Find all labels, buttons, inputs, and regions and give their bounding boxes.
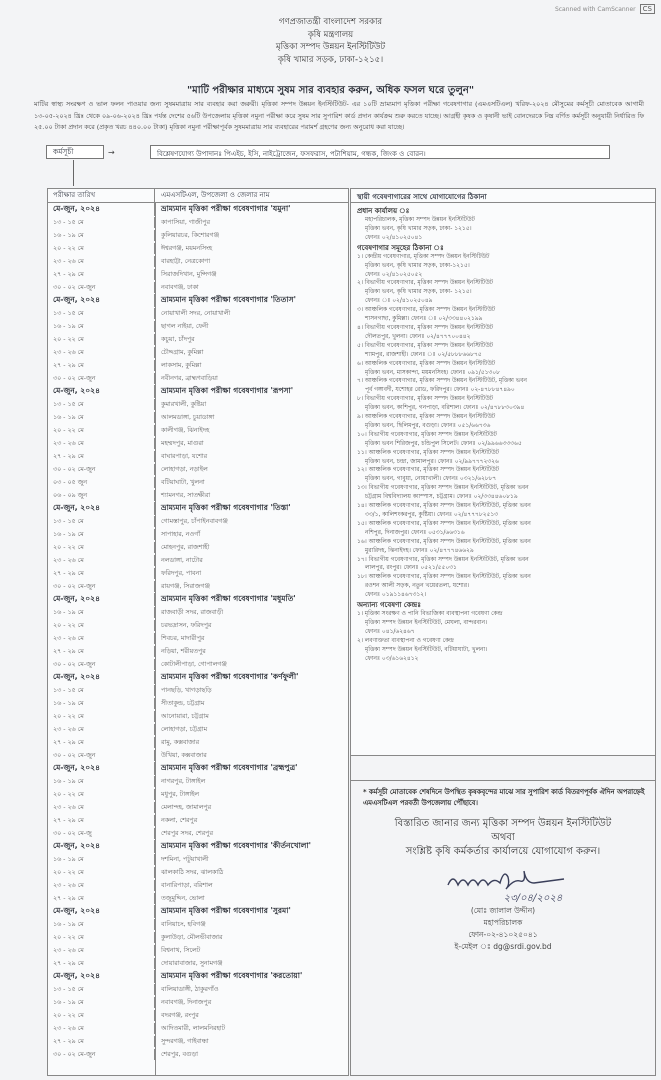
test-date: ৩০ - ০২ মে-জুন [48, 1049, 155, 1060]
government-name: গণপ্রজাতন্ত্রী বাংলাদেশ সরকার [278, 17, 383, 27]
schedule-row [48, 411, 348, 424]
lab-address-line: ১৫। আঞ্চলিক গবেষণাগার, মৃত্তিকা সম্পদ উন্নয়ন ইনস্টিটিউট, মৃত্তিকা ভবন [357, 520, 531, 527]
schedule-row [48, 983, 348, 996]
upazila-district: আলমডাঙ্গা, চুয়াডাঙ্গা [161, 414, 215, 421]
schedule-row [48, 788, 348, 801]
test-date: ২৭ - ২৯ মে [48, 1036, 155, 1047]
schedule-header [48, 189, 348, 203]
test-date: ২০ - ২২ মে [48, 542, 155, 553]
lab-address-line: নশিপুর, দিনাজপুর। ফোনঃ ০৫৩১/৬৬৩১৬ [365, 529, 465, 536]
test-date: ০৬ - ০৯ জুন [48, 490, 155, 501]
upazila-district: কাপাসিয়া, গাজীপুর [161, 219, 210, 226]
upazila-district: রামু, কক্সবাজার [161, 739, 200, 746]
test-date: ২০ - ২২ মে [48, 789, 155, 800]
test-date: ৩০ - ০২ মে-জু [48, 828, 155, 839]
lab-address-line: ১০। বিভাগীয় গবেষণাগার, মৃত্তিকা সম্পদ উন্নয়ন ইনস্টিটিউট [357, 431, 497, 438]
lab-address-line: ফোনঃ ০২/৪১০২৫০৫২ [365, 271, 423, 278]
institute-address: কৃষি খামার সড়ক, ঢাকা-১২১৫। [277, 54, 384, 65]
schedule-row [48, 606, 348, 619]
lab-address-line: মৃত্তিকা ভবন, কৃষি খামার সড়ক, ঢাকা-১২১৫। [365, 262, 470, 269]
ministry-name: কৃষি মন্ত্রণালয় [307, 29, 354, 40]
test-date: ৩০ - ০২ মে-জুন [48, 464, 155, 475]
schedule-row [48, 567, 348, 580]
lab-name: ভ্রাম্যমান মৃত্তিকা পরীক্ষা গবেষণাগার 'করতোয়া' [161, 971, 303, 980]
other-center-line: ফোনঃ ০৪১/৬২৪৬৭ [365, 628, 415, 635]
schedule-row [48, 827, 348, 840]
test-date: ৩০ - ০২ মে-জুন [48, 373, 155, 384]
lab-address-line: ১৮। আঞ্চলিক গবেষণাগার, মৃত্তিকা সম্পদ উন্নয়ন ইনস্টিটিউট, মৃত্তিকা ভবন [357, 574, 531, 581]
lab-address-line: ২। বিভাগীয় গবেষণাগার, মৃত্তিকা সম্পদ উন্নয়ন ইনস্টিটিউট [357, 280, 494, 287]
lab-address-line: ১। কেন্দ্রীয় গবেষণাগার, মৃত্তিকা সম্পদ উন্নয়ন ইনস্টিটিউট [357, 253, 490, 260]
schedule-row [48, 229, 348, 242]
upazila-district: মহম্মদপুর, মাগুরা [161, 440, 204, 447]
signature-date: ২৩/০৪/২০২৪ [503, 893, 563, 904]
schedule-row [48, 775, 348, 788]
date-column-header: পরীক্ষার তারিখ [48, 189, 155, 202]
upazila-district: ছাগল নাইয়া, ফেনী [161, 323, 209, 330]
lab-title-row [48, 970, 348, 983]
lab-address-line: মৃত্তিকা ভবন, চন্দ্রা, জামালপুর। ফোনঃ ০২/৯৯৭৭৭২৩২৬ [365, 458, 499, 465]
test-date: ১৬ - ১৯ মে [48, 698, 155, 709]
schedule-row [48, 1022, 348, 1035]
schedule-row [48, 528, 348, 541]
test-date: ২৭ - ২৯ মে [48, 568, 155, 579]
camscanner-logo-icon: CS [640, 4, 655, 14]
schedule-row [48, 554, 348, 567]
upazila-district: সিরাজদিখান, মুন্সিগঞ্জ [161, 271, 217, 278]
test-date: ৩০ - ০২ মে-জুন [48, 659, 155, 670]
lab-period: মে-জুন, ২০২৪ [48, 671, 155, 684]
schedule-row [48, 684, 348, 697]
schedule-row [48, 996, 348, 1009]
test-date: ২০ - ২২ মে [48, 711, 155, 722]
upazila-district: চরভদ্রাসন, ফরিদপুর [161, 622, 212, 629]
upazila-district: নড়িয়া, শরীয়তপুর [161, 648, 206, 655]
other-center-line: ফোনঃ ০৩/৬১৬২৪১২ [365, 655, 419, 662]
schedule-row [48, 359, 348, 372]
test-date: ২৭ - ২৯ মে [48, 737, 155, 748]
schedule-row [48, 931, 348, 944]
upazila-district: নবীনগর, ব্রাহ্মণবাড়িয়া [161, 375, 218, 382]
schedule-row [48, 476, 348, 489]
schedule-row [48, 619, 348, 632]
lab-title-row [48, 762, 348, 775]
upazila-district: আনোয়ারা, চট্টগ্রাম [161, 713, 209, 720]
test-date: ২৩ - ২৬ মে [48, 945, 155, 956]
test-date: ২৭ - ২৯ মে [48, 646, 155, 657]
lab-name: ভ্রাম্যমান মৃত্তিকা পরীক্ষা গবেষণাগার 'রূপসা' [161, 386, 294, 395]
intro-paragraph: মাটির স্বাস্থ্য সংরক্ষণ ও ভাল ফলন পাওয়ার জন্য সুষমমাত্রায় সার ব্যবহার করা জরুরী। মৃত্তিকা সম্পদ উন্নয়ন ইনস্টিটিউট- এর ১০টি ভ্রাম্যমাণ মৃত্তিকা পরীক্ষা গবেষণাগার (এমএসটিএল) খরিফ-২০২৪ মৌসুমের কর্মসূচী মোতাবেক আগামী ১৩-০৫-২০২৪ খ্রিঃ থেকে ০৯-০৬-২০২৪ খ্রিঃ পর্যন্ত দেশের ৫৬টি উপজেলায় মৃত্তিকা নমুনা পরীক্ষা করে সুষম সার সুপারিশ কার্ড প্রদান কার্যক্রম শুরু করতে যাচ্ছে। আগ্রহী কৃষক ও কৃষানী ভাই বোনদেরকে নিম্ন বর্ণিত কর্মসূচী অনুযায়ী নির্ধারিত ফি ২৫.০০ টাকা প্রদান করে (প্রকৃত খরচ ৪৪০.০০ টাকা) মৃত্তিকা নমুনা পরীক্ষাপূর্বক সুষমমাত্রায় সার ব্যবহারের পরামর্শ গ্রহণের জন্য অনুরোধ করা যাচ্ছে। [34, 100, 644, 131]
lab-location-column-header: এমএসটিএল, উপজেলা ও জেলার নাম [161, 191, 270, 199]
head-office-label: প্রধান কার্যালয় ঃ [357, 207, 410, 215]
upazila-district: বাঘারপাড়া, যশোর [161, 453, 208, 460]
lab-title-row [48, 593, 348, 606]
test-date: ১৬ - ১৯ মে [48, 412, 155, 423]
test-date: ২৭ - ২৯ মে [48, 893, 155, 904]
lab-period: মে-জুন, ২০২৪ [48, 905, 155, 918]
schedule-table [47, 188, 349, 1076]
connector-line [73, 160, 74, 186]
upazila-district: কালীগঞ্জ, ঝিনাইদহ [161, 427, 210, 434]
schedule-row [48, 372, 348, 385]
lab-title-row [48, 905, 348, 918]
test-date: ১৩ - ১৫ মে [48, 516, 155, 527]
other-center-line: ২। লবণাক্ততা ব্যবস্থাপনা ও গবেষণা কেন্দ্র [357, 637, 454, 644]
schedule-row [48, 580, 348, 593]
schedule-row [48, 515, 348, 528]
lab-address-line: ৩। আঞ্চলিক গবেষণাগার, মৃত্তিকা সম্পদ উন্নয়ন ইনস্টিটিউট [357, 307, 496, 314]
test-date: ২৭ - ২৯ মে [48, 451, 155, 462]
contacts-table [350, 188, 656, 756]
schedule-body [48, 203, 348, 1075]
lab-address-line: ৫। বিভাগীয় গবেষণাগার, মৃত্তিকা সম্পদ উন্নয়ন ইনস্টিটিউট [357, 342, 493, 349]
lab-address-line: মৃত্তিকা ভবন, মাসকান্দা, ময়মনসিংহ। ফোনঃ ০৯১/৫১৩০৮ [365, 369, 500, 376]
schedule-row [48, 879, 348, 892]
schedule-row [48, 918, 348, 931]
lab-address-line: মৃত্তিকা ভবন, কাশিপুর, গনপাড়া, বরিশাল। ফোনঃ ০২/৪৭৮৮৩০৩৯৪ [365, 405, 525, 412]
lab-title-row [48, 294, 348, 307]
other-center-line: মৃত্তিকা সম্পদ উন্নয়ন ইনস্টিটিউট, মেঘলা, বান্দরবান। [365, 619, 488, 626]
contacts-body [351, 203, 655, 667]
lab-title-row [48, 385, 348, 398]
schedule-row [48, 541, 348, 554]
lab-address-line: মৃত্তিকা ভবন, কৃষি খামার সড়ক, ঢাকা- ১২১৫। [365, 289, 472, 296]
upazila-district: তজুমুদ্দিন, ভোলা [161, 895, 205, 902]
lab-title-row [48, 502, 348, 515]
test-date: ০৩ - ০৫ জুন [48, 477, 155, 488]
schedule-row [48, 437, 348, 450]
test-date: ৩০ - ০২ মে-জুন [48, 750, 155, 761]
lab-address-line: ১৩। বিভাগীয় গবেষণাগার, মৃত্তিকা সম্পদ উন্নয়ন ইনস্টিটিউট, মৃত্তিকা ভবন [357, 485, 529, 492]
test-date: ২০ - ২২ মে [48, 334, 155, 345]
institute-name: মৃত্তিকা সম্পদ উন্নয়ন ইনস্টিটিউট [275, 42, 386, 52]
test-date: ২৭ - ২৯ মে [48, 958, 155, 969]
upazila-district: বালিয়াডাঙ্গী, ঠাকুরগাঁও [161, 986, 219, 993]
lab-period: মে-জুন, ২০২৪ [48, 970, 155, 983]
upazila-district: বটিয়াঘাটা, খুলনা [161, 479, 205, 486]
test-date: ১৩ - ১৫ মে [48, 217, 155, 228]
lab-address-line: ৯। আঞ্চলিক গবেষণাগার, মৃত্তিকা সম্পদ উন্নয়ন ইনস্টিটিউট [357, 414, 496, 421]
schedule-row [48, 814, 348, 827]
test-date: ২৭ - ২৯ মে [48, 269, 155, 280]
upazila-district: সাপাহার, নওগাঁ [161, 531, 201, 538]
test-date: ১৬ - ১৯ মে [48, 607, 155, 618]
other-centers-label: অন্যান্য গবেষণা কেন্দ্রঃ [357, 601, 421, 610]
upazila-district: আদিতমারী, লালমনিরহাট [161, 1025, 226, 1032]
upazila-district: ঈশ্বরগঞ্জ, ময়মনসিংহ [161, 245, 213, 252]
lab-address-line: ১৬। আঞ্চলিক গবেষণাগার, মৃত্তিকা সম্পদ উন্নয়ন ইনস্টিটিউট, মৃত্তিকা ভবন [357, 538, 531, 545]
info-panel [350, 756, 656, 1076]
lab-period: মে-জুন, ২০২৪ [48, 203, 155, 216]
upazila-district: রাজবাড়ী সদর, রাজবাড়ী [161, 609, 224, 616]
schedule-row [48, 346, 348, 359]
lab-period: মে-জুন, ২০২৪ [48, 502, 155, 515]
test-date: ২৩ - ২৬ মে [48, 633, 155, 644]
schedule-row [48, 489, 348, 502]
watermark-text: Scanned with CamScanner [554, 5, 636, 13]
slogan: "মাটি পরীক্ষার মাধ্যমে সুষম সার ব্যবহার করুন, অধিক ফসল ঘরে তুলুন" [186, 85, 475, 96]
lab-name: ভ্রাম্যমান মৃত্তিকা পরীক্ষা গবেষণাগার 'সুরমা' [161, 906, 291, 915]
schedule-row [48, 658, 348, 671]
lab-name: ভ্রাম্যমান মৃত্তিকা পরীক্ষা গবেষণাগার 'ব্রহ্মপুত্র' [161, 763, 298, 772]
test-date: ১৩ - ১৫ মে [48, 984, 155, 995]
upazila-district: লোহাগড়া, চট্টগ্রাম [161, 726, 208, 733]
lab-address-line: মৃত্তিকা ভবন, গাবুয়া, নোয়াখালী। ফোনঃ ০৩২১/৬২৮৮৭ [365, 476, 497, 483]
schedule-row [48, 242, 348, 255]
upazila-district: বারহাট্টা, নেত্রকোণা [161, 258, 211, 265]
lab-address-line: ফোনঃ ঃ ০২/৪১০২৫০৪৯ [365, 298, 433, 305]
schedule-row [48, 853, 348, 866]
head-office-line: ফোনঃ ০২/৪১০২৫০৪১ [365, 234, 423, 241]
schedule-row [48, 749, 348, 762]
lab-address-line: মৃত্তিকা ভবন শিরিজপুর, চন্ডিপুল সিলেট। ফোনঃ ০২/৯৯৬৬৩৩৩৬৫ [365, 440, 522, 447]
upazila-district: শেরপুর সদর, শেরপুর [161, 830, 213, 837]
head-office-line: মহাপরিচালক, মৃত্তিকা সম্পদ উন্নয়ন ইনস্টিটিউট [365, 217, 475, 223]
lab-title-row [48, 671, 348, 684]
schedule-row [48, 710, 348, 723]
schedule-row [48, 333, 348, 346]
signatory-phone: ফোন-০২-৪১০২৫০৪১ [468, 930, 538, 939]
test-date: ৩০ - ০২ মে-জুন [48, 282, 155, 293]
test-date: ২০ - ২২ মে [48, 243, 155, 254]
schedule-row [48, 736, 348, 749]
schedule-row [48, 281, 348, 294]
lab-address-line: শ্যামপুর, রাজশাহী। ফোনঃ ঃ ০২/৫৮৮৮৬৬৮৭৫ [365, 351, 482, 358]
upazila-district: নোয়াখালী সদর, নোয়াখালী [161, 310, 231, 317]
test-date: ২০ - ২২ মে [48, 932, 155, 943]
lab-address-line: ১৭। বিভাগীয় গবেষণাগার, মৃত্তিকা সম্পদ উন্নয়ন ইনস্টিটিউট, মৃত্তিকা ভবন [357, 556, 529, 563]
upazila-district: কুলিয়ারচর, কিশোরগঞ্জ [161, 232, 220, 239]
lab-address-line: দৌলতপুর, খুলনা। ফোনঃ ০২/৪৭৭৭০০৪৪২ [365, 333, 471, 340]
other-center-line: মৃত্তিকা সম্পদ উন্নয়ন ইনস্টিটিউট, বটিয়াঘাটা, খুলনা। [365, 646, 488, 653]
schedule-row [48, 320, 348, 333]
test-date: ২০ - ২২ মে [48, 425, 155, 436]
signatory-email: ই-মেইল ঃ dg@srdi.gov.bd [454, 942, 552, 951]
test-date: ১৬ - ১৯ মে [48, 854, 155, 865]
more-info-line: বিস্তারিত জানার জন্য মৃত্তিকা সম্পদ উন্নয়ন ইনস্টিটিউট [394, 818, 612, 829]
signatory-name: (মোঃ জালাল উদ্দীন) [470, 906, 536, 915]
schedule-row [48, 1035, 348, 1048]
schedule-row [48, 424, 348, 437]
lab-address-line: ৭। আঞ্চলিক গবেষণাগার, মৃত্তিকা সম্পদ উন্নয়ন ইনস্টিটিউট, মৃত্তিকা ভবন [357, 378, 527, 385]
upazila-district: কোটালীপাড়া, গোপালগঞ্জ [161, 661, 227, 668]
schedule-row [48, 801, 348, 814]
test-date: ২৩ - ২৬ মে [48, 724, 155, 735]
upazila-district: চৌদ্দগ্রাম, কুমিল্লা [161, 349, 204, 356]
upazila-district: নকলা, শেরপুর [161, 817, 198, 824]
test-date: ১৬ - ১৯ মে [48, 230, 155, 241]
upazila-district: বদরগঞ্জ, রংপুর [161, 1012, 199, 1019]
labs-address-label: গবেষণাগার সমূহের ঠিকানা ঃ [357, 243, 444, 252]
test-date: ২৩ - ২৬ মে [48, 802, 155, 813]
lab-address-line: ১২। আঞ্চলিক গবেষণাগার, মৃত্তিকা সম্পদ উন্নয়ন ইনস্টিটিউট [357, 467, 499, 474]
schedule-row [48, 398, 348, 411]
lab-period: মে-জুন, ২০২৪ [48, 385, 155, 398]
schedule-row [48, 268, 348, 281]
lab-address-line: চট্টগ্রাম বিশ্ববিদ্যালয় ক্যাম্পাস, চট্টগ্রাম। ফোনঃ ০২/৩৩৪৪৬০৮১৯ [365, 494, 518, 501]
test-date: ৩০ - ০২ মে-জুন [48, 581, 155, 592]
schedule-row [48, 216, 348, 229]
lab-name: ভ্রাম্যমান মৃত্তিকা পরীক্ষা গবেষণাগার 'তিস্তা' [161, 503, 291, 512]
upazila-district: নবাবগঞ্জ, ঢাকা [161, 284, 199, 291]
lab-address-line: ৮। বিভাগীয় গবেষণাগার, মৃত্তিকা সম্পদ উন্নয়ন ইনস্টিটিউট [357, 396, 493, 403]
test-date: ১৬ - ১৯ মে [48, 321, 155, 332]
schedule-row [48, 866, 348, 879]
lab-address-line: ১১। আঞ্চলিক গবেষণাগার, মৃত্তিকা সম্পদ উন্নয়ন ইনস্টিটিউট [357, 449, 499, 456]
schedule-row [48, 957, 348, 970]
lab-period: মে-জুন, ২০২৪ [48, 593, 155, 606]
test-date: ২৭ - ২৯ মে [48, 360, 155, 371]
upazila-district: পানছড়ি, খাগড়াছড়ি [161, 687, 212, 694]
lab-address-line: মৃত্তিকা ভবন, ছিলিমপুর, বগুড়া। ফোনঃ ০৫১/৬৬৭৩৬ [365, 422, 491, 429]
upazila-district: নলডাঙ্গা, নাটোর [161, 557, 203, 564]
lab-address-line: মুরারিদহ, ঝিনাইদহ। ফোনঃ ০২/৪৭৭৭৪৬৬২৯ [365, 547, 474, 554]
upazila-district: দশমিনা, পটুয়াখালী [161, 856, 209, 863]
lab-address-line: ১৪। আঞ্চলিক গবেষণাগার, মৃত্তিকা সম্পদ উন্নয়ন ইনস্টিটিউট, মৃত্তিকা ভবন [357, 503, 531, 510]
test-date: ১৬ - ১৯ মে [48, 997, 155, 1008]
lab-name: ভ্রাম্যমান মৃত্তিকা পরীক্ষা গবেষণাগার 'কর্ণফুলী' [161, 672, 299, 681]
test-date: ২৩ - ২৬ মে [48, 256, 155, 267]
test-date: ২০ - ২২ মে [48, 867, 155, 878]
more-info [351, 817, 655, 859]
lab-period: মে-জুন, ২০২৪ [48, 294, 155, 307]
upazila-district: মোহনপুর, রাজশাহী [161, 544, 210, 551]
upazila-district: সীতাকুন্ড, চট্টগ্রাম [161, 700, 205, 707]
lab-period: মে-জুন, ২০২৪ [48, 840, 155, 853]
schedule-row [48, 1009, 348, 1022]
upazila-district: কুলাউড়া, মৌলভীবাজার [161, 934, 223, 941]
upazila-district: মধুপুর, টাঙ্গাইল [161, 791, 199, 798]
program-label: কর্মসূচী [46, 145, 104, 159]
upazila-district: কুমারখালী, কুষ্টিয়া [161, 401, 207, 408]
contacts-header: স্থায়ী গবেষণাগারের সাথে যোগাযোগের ঠিকানা [351, 189, 655, 203]
letterhead [0, 16, 661, 66]
schedule-row [48, 944, 348, 957]
head-office-line: মৃত্তিকা ভবন, কৃষি খামার সড়ক, ঢাকা- ১২১৫। [365, 225, 472, 232]
schedule-row [48, 1048, 348, 1061]
more-info-line: সংশ্লিষ্ট কৃষি কর্মকর্তার কার্যালয়ে যোগাযোগ করুন। [405, 846, 601, 857]
upazila-district: লাকসাম, কুমিল্লা [161, 362, 202, 369]
distribution-note: * কর্মসূচী মোতাবেক শেষদিনে উপস্থিত কৃষকবৃন্দের মাঝে সার সুপারিশ কার্ড বিতরণপূর্বক ঐদিন অপরাহ্নেই এমএসটিএল পরবর্তী উপজেলায় পৌঁছাবে। [351, 780, 655, 809]
lab-address-line: শাসনগাছা, কুমিল্লা। ফোনঃ ঃ ০২/৩৩৪৪০২১৯৯ [365, 316, 483, 323]
other-center-line: ১। মৃত্তিকা সংরক্ষণ ও পানি বিভাজিকা ব্যবস্থাপনা গবেষণা কেন্দ্র [357, 611, 503, 618]
test-date: ১৩ - ১৫ মে [48, 685, 155, 696]
test-date: ২৩ - ২৬ মে [48, 438, 155, 449]
upazila-district: বিশ্বনাথ, সিলেট [161, 947, 201, 954]
schedule-row [48, 463, 348, 476]
scanner-watermark [555, 4, 655, 14]
upazila-district: সুন্দরগঞ্জ, গাইবান্ধা [161, 1038, 209, 1045]
lab-name: ভ্রাম্যমান মৃত্তিকা পরীক্ষা গবেষণাগার 'তিতাস' [161, 295, 296, 304]
test-date: ২০ - ২২ মে [48, 1010, 155, 1021]
schedule-row [48, 450, 348, 463]
lab-address-line: ৩৩/১, কালিশংকরপুর, কুষ্টিয়া। ফোনঃ ০২/৪৭৭৭৮২৫১৩ [365, 512, 498, 518]
schedule-row [48, 307, 348, 320]
lab-address-line: পূর্ব গঙ্গাবর্দী, যশোহর রোড, ফরিদপুর। ফোনঃ ০২-৪৭৮৮৪৭৪৯০ [365, 387, 515, 394]
arrow-right-icon: → [108, 148, 115, 157]
schedule-row [48, 892, 348, 905]
upazila-district: নবাবগঞ্জ, দিনাজপুর [161, 999, 212, 1006]
test-date: ১৬ - ১৯ মে [48, 776, 155, 787]
upazila-district: ফরিদপুর, পাবনা [161, 570, 202, 577]
upazila-district: লোহাগড়া, নড়াইল [161, 466, 208, 473]
lab-name: ভ্রাম্যমান মৃত্তিকা পরীক্ষা গবেষণাগার 'যমুনা' [161, 204, 291, 213]
upazila-district: ঝালকাঠি সদর, ঝালকাঠি [161, 869, 224, 876]
more-info-or: অথবা [491, 832, 515, 843]
upazila-district: শ্যামনগর, সাতক্ষীরা [161, 492, 211, 499]
lab-address-line: লালপুর, রংপুর। ফোনঃ ০৫২১/৫৫০৩১ [365, 565, 457, 572]
test-date: ২৩ - ২৬ মে [48, 555, 155, 566]
upazila-district: কচুয়া, চাঁদপুর [161, 336, 195, 343]
schedule-row [48, 632, 348, 645]
test-date: ২৩ - ২৬ মে [48, 1023, 155, 1034]
schedule-row [48, 697, 348, 710]
test-date: ২৭ - ২৯ মে [48, 815, 155, 826]
lab-period: মে-জুন, ২০২৪ [48, 762, 155, 775]
lab-name: ভ্রাম্যমান মৃত্তিকা পরীক্ষা গবেষণাগার 'কীর্তনখোলা' [161, 841, 311, 850]
signature-block [351, 867, 655, 953]
test-date: ১৩ - ১৫ মে [48, 399, 155, 410]
upazila-district: বানারিপাড়া, বরিশাল [161, 882, 213, 889]
schedule-row [48, 723, 348, 736]
upazila-district: শেরপুর, বগুড়া [161, 1051, 198, 1058]
lab-address-line: ৬। আঞ্চলিক গবেষণাগার, মৃত্তিকা সম্পদ উন্নয়ন ইনস্টিটিউট [357, 360, 496, 367]
lab-address-line: ফোনঃ ০১৯১১৪৬৭৩১২। [365, 592, 427, 599]
test-date: ২০ - ২২ মে [48, 620, 155, 631]
test-date: ২৩ - ২৬ মে [48, 880, 155, 891]
lab-address-line: ৪। বিভাগীয় গবেষণাগার, মৃত্তিকা সম্পদ উন্নয়ন ইনস্টিটিউট [357, 324, 493, 331]
test-date: ২৩ - ২৬ মে [48, 347, 155, 358]
upazila-district: গোমস্তাপুর, চাঁপাইনবাবগঞ্জ [161, 518, 228, 525]
lab-address-line: রওশন আলী সড়ক, নতুন খয়েরতলা, যশোর। [365, 583, 470, 590]
upazila-district: মেলান্দহ, জামালপুর [161, 804, 212, 811]
signatory-designation: মহাপরিচালক [483, 918, 523, 927]
lab-name: ভ্রাম্যমান মৃত্তিকা পরীক্ষা গবেষণাগার 'মধুমতি' [161, 594, 296, 603]
analysis-elements: বিশ্লেষণযোগ্য উপাদানঃ পিএইচ, ইসি, নাইট্রোজেন, ফসফরাস, পটাশিয়াম, গন্ধক, জিংক ও বোরন। [150, 145, 610, 159]
test-date: ১৬ - ১৯ মে [48, 919, 155, 930]
upazila-district: দোয়ারাবাজার, সুনামগঞ্জ [161, 960, 223, 967]
upazila-district: বানিয়াচং, হবিগঞ্জ [161, 921, 206, 928]
lab-title-row [48, 840, 348, 853]
upazila-district: রায়গঞ্জ, সিরাজগঞ্জ [161, 583, 210, 590]
lab-title-row [48, 203, 348, 216]
upazila-district: নাগরপুর, টাঙ্গাইল [161, 778, 206, 785]
upazila-district: শিবচর, মাদারীপুর [161, 635, 205, 642]
test-date: ১৬ - ১৯ মে [48, 529, 155, 540]
schedule-row [48, 645, 348, 658]
test-date: ১৩ - ১৫ মে [48, 308, 155, 319]
upazila-district: উখিয়া, কক্সবাজার [161, 752, 207, 759]
schedule-row [48, 255, 348, 268]
